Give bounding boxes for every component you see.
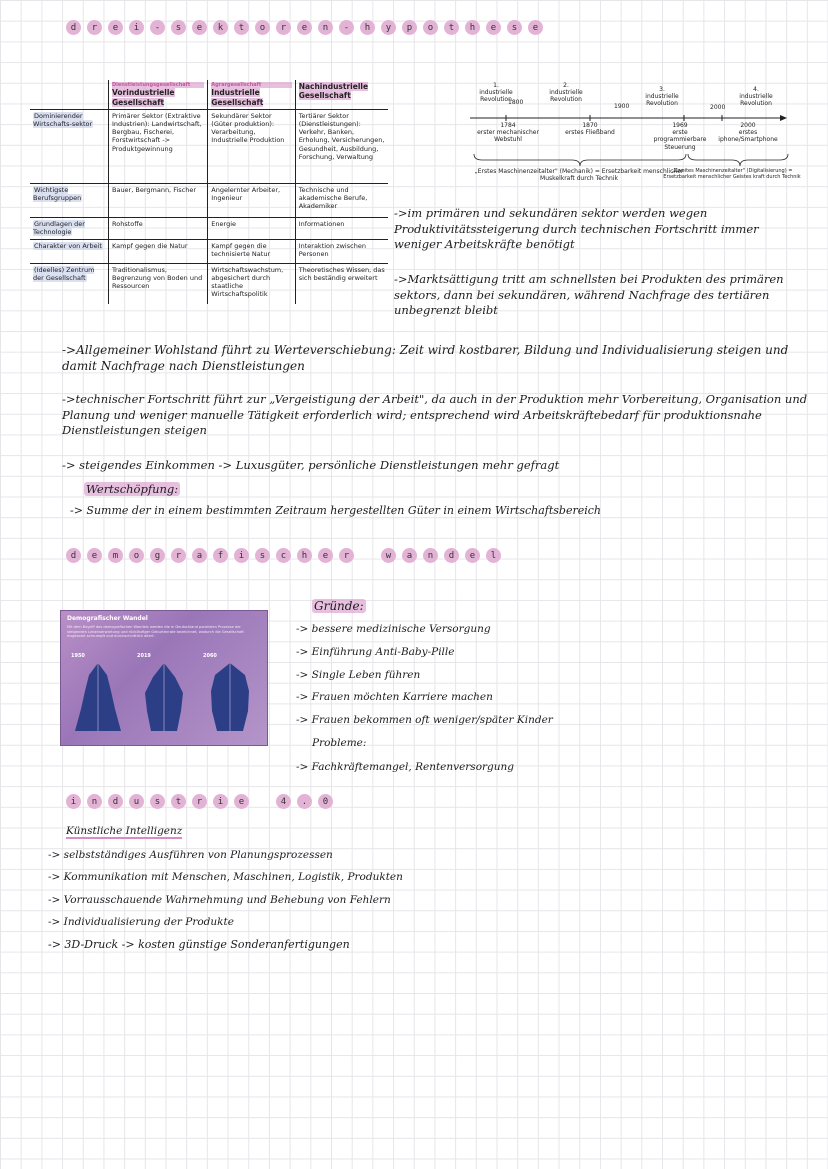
heading-letter: n [87,794,102,809]
table-row [30,240,388,264]
row-header: Wichtigste Berufsgruppen [30,184,109,218]
heading-letter: c [276,548,291,563]
timeline-event: 1969 erste programmierbare Steuerung [653,122,707,151]
heading-letter: w [381,548,396,563]
gruende-item: -> Einführung Anti-Baby-Pille [296,646,455,658]
table-cell: Tertiärer Sektor (Dienstleistungen): Verkehr, Banken, Erholung, Versicherungen, Gesundheit, Ausbildung, Forschung, Verwaltung [295,110,388,184]
table-row [30,184,388,218]
table-row [30,110,388,184]
gruende-item: -> Frauen möchten Karriere machen [296,691,493,703]
heading-letter: - [339,20,354,35]
revolution-label: 4. industrielle Revolution [739,86,773,108]
brace-note-right: „Zweites Maschinenzeitalter" (Digitalisierung) = Ersetzbarkeit menschlicher Geistes kraft durch Technik [663,168,801,180]
table-cell: Theoretisches Wissen, das sich beständig erweitert [295,264,388,304]
brace-note-left: „Erstes Maschinenzeitalter" (Mechanik) = Ersetzbarkeit menschlicher Muskelkraft durch Technik [474,168,684,183]
heading-letter: h [360,20,375,35]
table-row [30,264,388,304]
heading-letter: e [465,548,480,563]
heading-letter: i [129,20,144,35]
table-cell: Sekundärer Sektor (Güter produktion): Verarbeitung, Industrielle Produktion [208,110,295,184]
heading-letter: h [465,20,480,35]
heading-letter: o [255,20,270,35]
heading-letter: y [381,20,396,35]
heading-letter: r [339,548,354,563]
heading-letter: d [66,548,81,563]
timeline-year: 1800 [508,99,524,106]
note-produktivitaet: ->im primären und sekundären sektor werden wegen Produktivitätssteigerung durch technischen Fortschritt immer weniger Arbeitskräfte benötigt [394,206,759,252]
demografie-pyramids-image [60,610,268,746]
heading-letter: e [108,20,123,35]
table-row [30,218,388,240]
heading-letter: i [213,794,228,809]
column-header-vorindustriell: Dienstleistungsgesellschaft Vorindustrielle Gesellschaft [109,80,208,110]
row-header: Charakter von Arbeit [30,240,109,264]
section-heading-sektoren [66,20,543,35]
image-title: Demografischer Wandel [67,615,148,622]
gruende-item: -> Frauen bekommen oft weniger/später Kinder [296,714,553,726]
timeline-year: 2000 [710,104,726,111]
heading-letter [255,794,270,809]
gruende-item: -> bessere medizinische Versorgung [296,623,491,635]
note-marktsaettigung: ->Marktsättigung tritt am schnellsten bei Produkten des primären sektors, dann bei sekundären, während Nachfrage des tertiären unbegrenzt bleibt [394,272,784,318]
revolution-label: 1. industrielle Revolution [479,82,513,104]
age-pyramid: 2019 [137,653,191,733]
column-header-industriell: Agrargesellschaft Industrielle Gesellschaft [208,80,295,110]
timeline-year: 1900 [614,103,630,110]
table-cell: Primärer Sektor (Extraktive Industrien): Landwirtschaft, Bergbau, Fischerei, Forstwirtschaft -> Produktgewinnung [109,110,208,184]
table-cell: Angelernter Arbeiter, Ingenieur [208,184,295,218]
revolution-label: 2. industrielle Revolution [549,82,583,104]
gruende-item: -> Single Leben führen [296,669,421,681]
heading-letter: d [444,548,459,563]
heading-letter: a [402,548,417,563]
section-heading-industrie [66,794,333,809]
heading-letter: s [507,20,522,35]
industrie-item: -> selbstständiges Ausführen von Planungsprozessen [48,849,333,861]
probleme-item: -> Fachkräftemangel, Rentenversorgung [296,761,515,773]
table-cell: Kampf gegen die technisierte Natur [208,240,295,264]
age-pyramid: 2060 [203,653,257,733]
table-corner [30,80,109,110]
industrie-item: -> Individualisierung der Produkte [48,916,234,928]
heading-letter: s [171,20,186,35]
heading-letter: - [150,20,165,35]
note-technischer-fortschritt: ->technischer Fortschritt führt zur „Vergeistigung der Arbeit", da auch in der Produktion mehr Vorbereitung, Organisation und Planung und weniger manuelle Tätigkeit erforderlich wird; entsprechend wird Arbeitskräftebedarf für produktionsnahe Dienstleistungen steigen [62,392,808,438]
heading-letter: r [87,20,102,35]
table-cell: Traditionalismus, Begrenzung von Boden und Ressourcen [109,264,208,304]
heading-letter: s [255,548,270,563]
heading-letter: o [423,20,438,35]
industrie-item: -> 3D-Druck -> kosten günstige Sonderanfertigungen [48,938,350,951]
note-einkommen: -> steigendes Einkommen -> Luxusgüter, persönliche Dienstleistungen mehr gefragt [62,458,560,472]
sektoren-table [30,80,388,304]
heading-letter: e [486,20,501,35]
probleme-title: Probleme: [312,737,367,749]
image-subtitle: Mit dem Begriff des demografischen Wandels werden die in Deutschland parallelen Prozesse der steigenden Lebenserwartung und rückläufiger Geburtenrate bezeichnet, wodurch die Gesellschaft insgesamt schrumpft und durchschnittlich altert. [67,625,244,639]
heading-letter: i [66,794,81,809]
heading-letter: 4 [276,794,291,809]
section-heading-demografie [66,548,501,563]
heading-letter: 0 [318,794,333,809]
ki-title: Künstliche Intelligenz [66,825,183,837]
heading-letter: r [276,20,291,35]
heading-letter: r [192,794,207,809]
heading-letter: e [234,794,249,809]
table-cell: Bauer, Bergmann, Fischer [109,184,208,218]
heading-letter: p [402,20,417,35]
heading-letter: f [213,548,228,563]
heading-letter: k [213,20,228,35]
row-header: Grundlagen der Technologie [30,218,109,240]
heading-letter: r [171,548,186,563]
table-cell: Interaktion zwischen Personen [295,240,388,264]
heading-letter: g [150,548,165,563]
table-cell: Informationen [295,218,388,240]
heading-letter: n [318,20,333,35]
column-header-nachindustriell: Nachindustrielle Gesellschaft [295,80,388,110]
wertschoepfung-text: -> Summe der in einem bestimmten Zeitraum hergestellten Güter in einem Wirtschaftsbereich [70,504,602,517]
gruende-title: Gründe: [314,599,364,613]
timeline-event: 1784 erster mechanischer Webstuhl [477,122,539,144]
table-cell: Kampf gegen die Natur [109,240,208,264]
wertschoepfung-title: Wertschöpfung: [86,482,179,496]
heading-letter: h [297,548,312,563]
heading-letter: a [192,548,207,563]
heading-letter: m [108,548,123,563]
heading-letter: t [171,794,186,809]
heading-letter: e [297,20,312,35]
note-wohlstand: ->Allgemeiner Wohlstand führt zu Werteverschiebung: Zeit wird kostbarer, Bildung und Individualisierung steigen und damit Nachfrage nach Dienstleistungen [62,343,789,374]
heading-letter: d [66,20,81,35]
table-cell: Energie [208,218,295,240]
industrie-item: -> Vorrausschauende Wahrnehmung und Behebung von Fehlern [48,894,391,906]
heading-letter: t [444,20,459,35]
industrie-item: -> Kommunikation mit Menschen, Maschinen, Logistik, Produkten [48,871,403,883]
heading-letter: n [423,548,438,563]
heading-letter: s [150,794,165,809]
revolution-timeline [462,82,801,192]
heading-letter: d [108,794,123,809]
row-header: Dominierender Wirtschafts-sektor [30,110,109,184]
heading-letter: o [129,548,144,563]
table-cell: Technische und akademische Berufe, Akademiker [295,184,388,218]
revolution-label: 3. industrielle Revolution [645,86,679,108]
table-cell: Rohstoffe [109,218,208,240]
heading-letter: e [87,548,102,563]
timeline-event: 1870 erstes Fließband [565,122,615,137]
heading-letter: t [234,20,249,35]
heading-letter: . [297,794,312,809]
row-header: (Ideelles) Zentrum der Gesellschaft [30,264,109,304]
table-cell: Wirtschaftswachstum, abgesichert durch staatliche Wirtschaftspolitik [208,264,295,304]
heading-letter: l [486,548,501,563]
age-pyramid: 1950 [71,653,125,733]
timeline-event: 2000 erstes iphone/Smartphone [718,122,778,144]
heading-letter: u [129,794,144,809]
heading-letter: e [528,20,543,35]
heading-letter: i [234,548,249,563]
heading-letter: e [192,20,207,35]
heading-letter [360,548,375,563]
heading-letter: e [318,548,333,563]
